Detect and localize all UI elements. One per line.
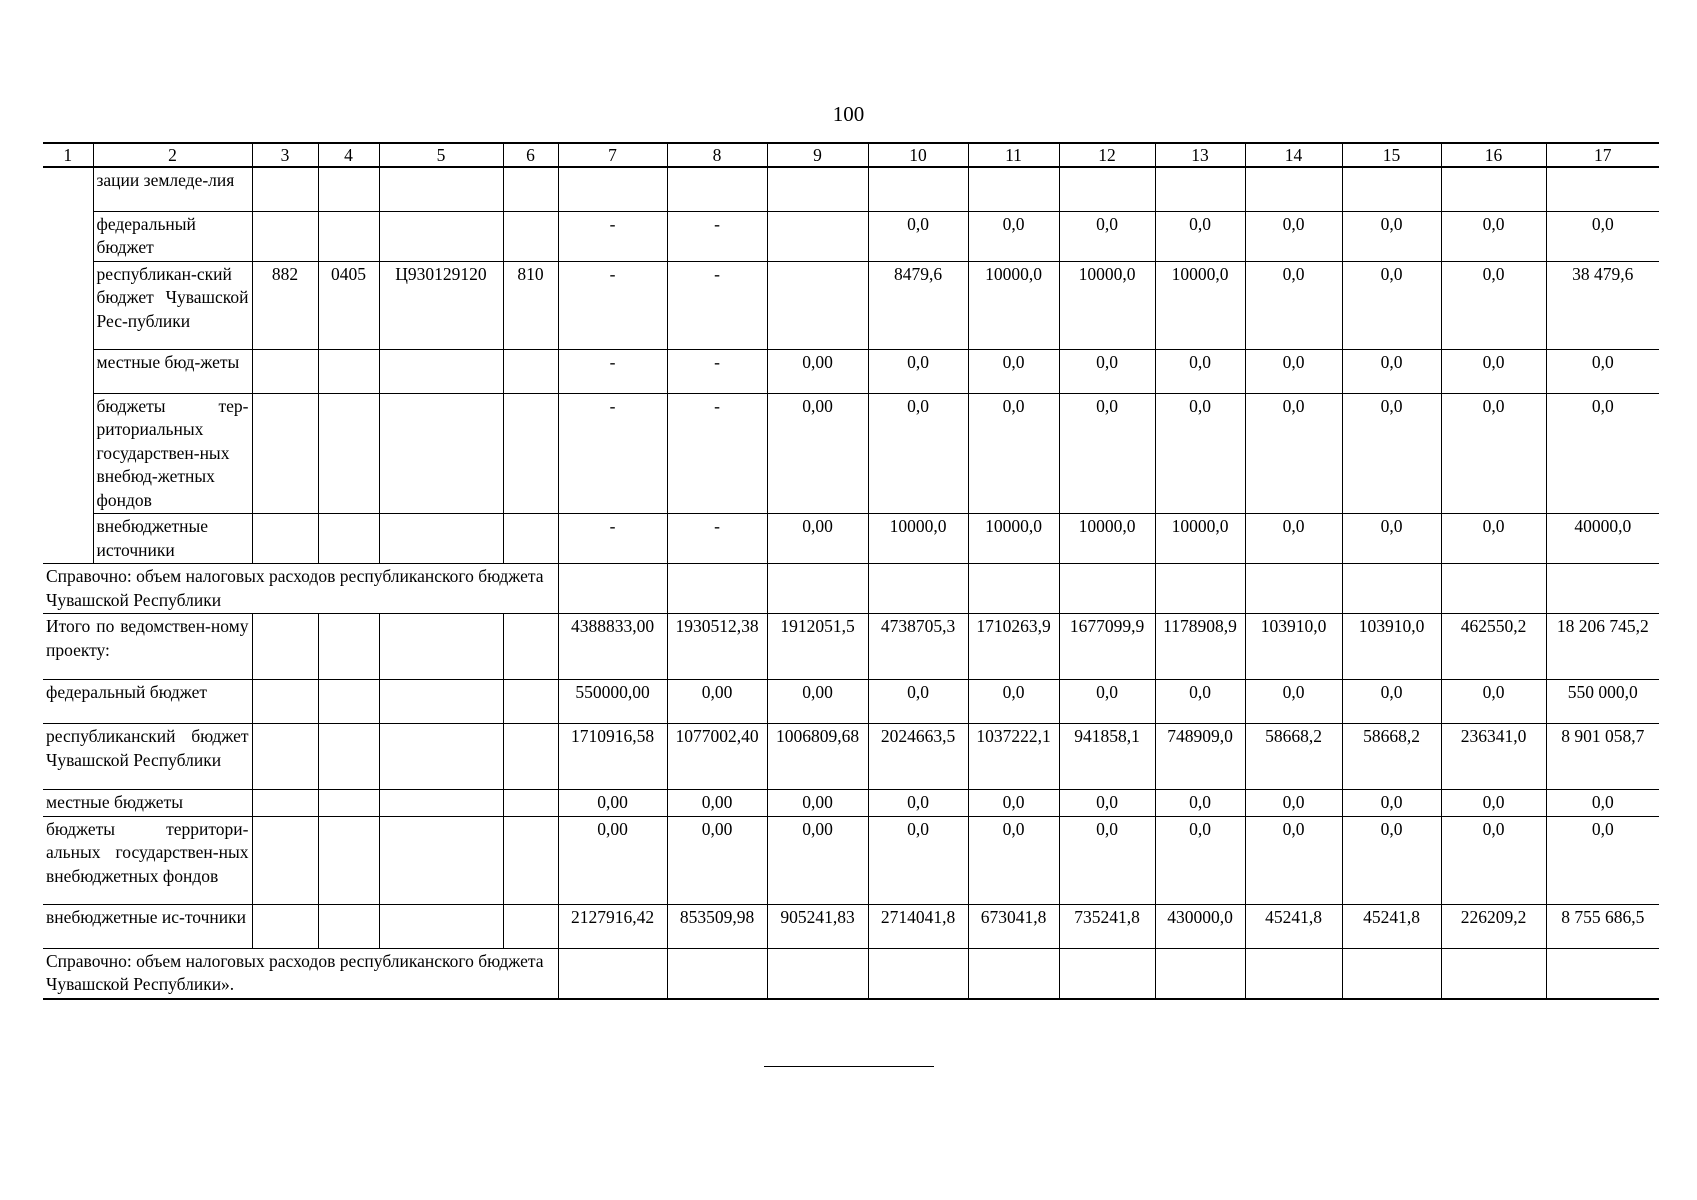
code-cell [318,724,379,790]
value-cell: 1677099,9 [1059,614,1155,680]
value-cell [1059,564,1155,614]
code-cell [503,393,558,514]
code-cell [318,614,379,680]
value-cell: - [558,211,667,261]
value-cell: 735241,8 [1059,904,1155,948]
value-cell [1546,948,1659,999]
reference-note-row [43,948,1659,999]
total-row [43,724,1659,790]
reference-note: Справочно: объем налоговых расходов республиканского бюджета Чувашской Республики [43,564,558,614]
total-label: Итого по ведомствен-ному проекту: [43,614,252,680]
value-cell: 0,0 [1546,790,1659,817]
value-cell: 0,0 [1245,349,1342,393]
value-cell: 941858,1 [1059,724,1155,790]
column-number-cell: 15 [1342,143,1441,167]
value-cell: 0,00 [767,790,868,817]
value-cell: 226209,2 [1441,904,1546,948]
value-cell: 0,00 [767,349,868,393]
value-cell: 0,0 [1546,393,1659,514]
value-cell: 0,0 [1059,349,1155,393]
value-cell: 853509,98 [667,904,767,948]
value-cell [558,948,667,999]
code-cell [379,211,503,261]
code-cell [318,167,379,211]
value-cell [868,948,968,999]
value-cell: 0,0 [868,790,968,817]
table-row [43,167,1659,211]
code-cell [503,816,558,904]
value-cell [1546,564,1659,614]
value-cell: 4388833,00 [558,614,667,680]
value-cell: 0,0 [1342,261,1441,349]
value-cell: 0,0 [968,790,1059,817]
value-cell: 0,0 [868,393,968,514]
value-cell [767,211,868,261]
value-cell: 0,0 [1342,790,1441,817]
code-cell: Ц930129120 [379,261,503,349]
value-cell: 0,00 [558,816,667,904]
value-cell: 0,0 [1155,349,1245,393]
reference-note: Справочно: объем налоговых расходов республиканского бюджета Чувашской Республики». [43,948,558,999]
value-cell [767,261,868,349]
row-label: местные бюд-жеты [93,349,252,393]
value-cell: 38 479,6 [1546,261,1659,349]
value-cell: 0,0 [1059,816,1155,904]
value-cell: 0,00 [667,790,767,817]
column-number-cell: 10 [868,143,968,167]
value-cell [667,564,767,614]
code-cell [252,393,318,514]
value-cell: 45241,8 [1245,904,1342,948]
table-row [43,349,1659,393]
value-cell [1155,564,1245,614]
table-row [43,514,1659,564]
total-label: внебюджетные ис-точники [43,904,252,948]
value-cell: - [667,514,767,564]
value-cell: 0,0 [1155,816,1245,904]
column-number-cell: 5 [379,143,503,167]
value-cell: 0,0 [1245,211,1342,261]
value-cell: 0,00 [767,393,868,514]
row-label: федеральный бюджет [93,211,252,261]
value-cell: 0,0 [1059,680,1155,724]
total-row [43,614,1659,680]
code-cell [503,724,558,790]
value-cell: - [667,211,767,261]
value-cell: 8 755 686,5 [1546,904,1659,948]
column-number-cell: 7 [558,143,667,167]
value-cell: 0,0 [1342,349,1441,393]
total-label: федеральный бюджет [43,680,252,724]
column-number-cell: 13 [1155,143,1245,167]
value-cell: 905241,83 [767,904,868,948]
table-row [43,211,1659,261]
code-cell: 0405 [318,261,379,349]
code-cell [503,211,558,261]
value-cell: 550000,00 [558,680,667,724]
value-cell: 0,0 [968,211,1059,261]
code-cell [503,614,558,680]
column-number-cell: 9 [767,143,868,167]
value-cell: 0,0 [1441,514,1546,564]
value-cell [1342,564,1441,614]
total-row [43,816,1659,904]
code-cell [318,211,379,261]
value-cell: 2714041,8 [868,904,968,948]
value-cell: 0,0 [968,393,1059,514]
code-cell [503,349,558,393]
value-cell [1546,167,1659,211]
value-cell [968,564,1059,614]
total-row [43,680,1659,724]
code-cell [252,614,318,680]
code-cell [318,393,379,514]
column-number-cell: 11 [968,143,1059,167]
value-cell: 462550,2 [1441,614,1546,680]
code-cell [252,790,318,817]
code-cell [379,904,503,948]
value-cell [1342,167,1441,211]
code-cell [318,514,379,564]
value-cell: 0,0 [1155,790,1245,817]
value-cell: 1178908,9 [1155,614,1245,680]
code-cell [252,349,318,393]
value-cell: 0,0 [968,349,1059,393]
value-cell: 550 000,0 [1546,680,1659,724]
total-row [43,904,1659,948]
value-cell: - [558,349,667,393]
column-number-cell: 6 [503,143,558,167]
value-cell [767,564,868,614]
value-cell [968,948,1059,999]
code-cell [318,904,379,948]
value-cell: 0,0 [1342,514,1441,564]
value-cell [1245,564,1342,614]
code-cell [379,680,503,724]
code-cell [379,790,503,817]
reference-note-row [43,564,1659,614]
value-cell: 10000,0 [968,261,1059,349]
column-number-cell: 17 [1546,143,1659,167]
total-row [43,790,1659,817]
code-cell [503,904,558,948]
total-label: бюджеты территори-альных государствен-ных внебюджетных фондов [43,816,252,904]
code-cell [379,614,503,680]
value-cell: 0,00 [667,816,767,904]
value-cell: 0,0 [1441,680,1546,724]
value-cell [667,167,767,211]
value-cell: 0,0 [1342,393,1441,514]
column-number-cell: 1 [43,143,93,167]
value-cell: 0,0 [1441,393,1546,514]
index-cell [43,167,93,564]
code-cell [379,349,503,393]
value-cell: 0,0 [1245,816,1342,904]
table-row [43,393,1659,514]
code-cell [503,790,558,817]
value-cell: 0,0 [1245,680,1342,724]
row-label: республикан-ский бюджет Чувашской Рес-публики [93,261,252,349]
code-cell [252,514,318,564]
end-rule [764,1066,934,1067]
column-number-row [43,143,1659,167]
value-cell: 4738705,3 [868,614,968,680]
value-cell: 10000,0 [968,514,1059,564]
code-cell [252,816,318,904]
column-number-cell: 2 [93,143,252,167]
value-cell [1441,948,1546,999]
value-cell: 0,0 [1342,816,1441,904]
value-cell [1441,564,1546,614]
code-cell [379,514,503,564]
value-cell: 1710916,58 [558,724,667,790]
value-cell: 1006809,68 [767,724,868,790]
code-cell [503,514,558,564]
value-cell: 0,0 [1059,211,1155,261]
value-cell: 58668,2 [1342,724,1441,790]
value-cell: 0,0 [1546,349,1659,393]
code-cell [252,211,318,261]
value-cell [558,167,667,211]
value-cell: 0,0 [1155,393,1245,514]
code-cell [379,167,503,211]
value-cell: 0,0 [1441,261,1546,349]
value-cell [558,564,667,614]
value-cell [1441,167,1546,211]
value-cell: 1912051,5 [767,614,868,680]
column-number-cell: 8 [667,143,767,167]
value-cell: 0,0 [1342,211,1441,261]
value-cell: 0,00 [767,816,868,904]
value-cell [868,167,968,211]
value-cell: 0,00 [558,790,667,817]
value-cell: 0,0 [1441,211,1546,261]
value-cell: 1710263,9 [968,614,1059,680]
value-cell: 8 901 058,7 [1546,724,1659,790]
value-cell: - [558,261,667,349]
value-cell [1342,948,1441,999]
value-cell: 1077002,40 [667,724,767,790]
code-cell [318,349,379,393]
value-cell: - [558,393,667,514]
value-cell: 10000,0 [1059,514,1155,564]
value-cell: 103910,0 [1342,614,1441,680]
code-cell: 810 [503,261,558,349]
value-cell: - [667,393,767,514]
value-cell: 0,0 [1245,393,1342,514]
column-number-cell: 4 [318,143,379,167]
code-cell [252,680,318,724]
column-number-cell: 14 [1245,143,1342,167]
code-cell [318,680,379,724]
value-cell [968,167,1059,211]
code-cell: 882 [252,261,318,349]
value-cell: 236341,0 [1441,724,1546,790]
value-cell: 0,0 [868,680,968,724]
row-label: бюджеты тер-риториальных государствен-ных внебюд-жетных фондов [93,393,252,514]
row-label: внебюджетные источники [93,514,252,564]
value-cell: 18 206 745,2 [1546,614,1659,680]
value-cell [767,167,868,211]
value-cell: 2127916,42 [558,904,667,948]
total-label: республиканский бюджет Чувашской Республики [43,724,252,790]
column-number-cell: 12 [1059,143,1155,167]
value-cell: 45241,8 [1342,904,1441,948]
code-cell [379,816,503,904]
code-cell [318,816,379,904]
value-cell [767,948,868,999]
value-cell [1245,948,1342,999]
value-cell [1245,167,1342,211]
value-cell: 10000,0 [1155,514,1245,564]
value-cell: 0,0 [1155,680,1245,724]
value-cell: 2024663,5 [868,724,968,790]
value-cell: 0,0 [968,816,1059,904]
row-label: зации земледе-лия [93,167,252,211]
value-cell: 0,0 [1245,514,1342,564]
code-cell [379,724,503,790]
value-cell: 0,0 [868,211,968,261]
value-cell: 0,0 [1441,349,1546,393]
code-cell [318,790,379,817]
value-cell: 0,0 [1441,816,1546,904]
value-cell: 10000,0 [868,514,968,564]
value-cell: 0,0 [968,680,1059,724]
value-cell: 430000,0 [1155,904,1245,948]
code-cell [252,724,318,790]
value-cell: 10000,0 [1059,261,1155,349]
page-number: 100 [832,102,865,126]
value-cell: 0,00 [767,514,868,564]
value-cell [667,948,767,999]
value-cell: 0,0 [868,816,968,904]
value-cell: 0,0 [1059,393,1155,514]
value-cell: 0,0 [868,349,968,393]
value-cell: 0,00 [767,680,868,724]
code-cell [252,904,318,948]
value-cell: 0,0 [1059,790,1155,817]
value-cell: 0,0 [1155,211,1245,261]
table-row [43,261,1659,349]
value-cell: 673041,8 [968,904,1059,948]
value-cell: - [667,261,767,349]
code-cell [252,167,318,211]
value-cell: 0,0 [1342,680,1441,724]
value-cell: - [558,514,667,564]
value-cell: - [667,349,767,393]
value-cell: 0,0 [1546,211,1659,261]
code-cell [503,167,558,211]
value-cell [1155,948,1245,999]
value-cell: 8479,6 [868,261,968,349]
value-cell: 0,0 [1245,790,1342,817]
value-cell: 10000,0 [1155,261,1245,349]
value-cell: 0,0 [1441,790,1546,817]
code-cell [379,393,503,514]
value-cell: 0,0 [1245,261,1342,349]
column-number-cell: 3 [252,143,318,167]
value-cell: 103910,0 [1245,614,1342,680]
value-cell: 58668,2 [1245,724,1342,790]
total-label: местные бюджеты [43,790,252,817]
value-cell: 40000,0 [1546,514,1659,564]
value-cell [1155,167,1245,211]
code-cell [503,680,558,724]
value-cell [868,564,968,614]
budget-table [43,142,1659,1000]
value-cell: 1930512,38 [667,614,767,680]
value-cell [1059,167,1155,211]
value-cell: 0,0 [1546,816,1659,904]
value-cell: 1037222,1 [968,724,1059,790]
value-cell: 0,00 [667,680,767,724]
value-cell: 748909,0 [1155,724,1245,790]
column-number-cell: 16 [1441,143,1546,167]
value-cell [1059,948,1155,999]
